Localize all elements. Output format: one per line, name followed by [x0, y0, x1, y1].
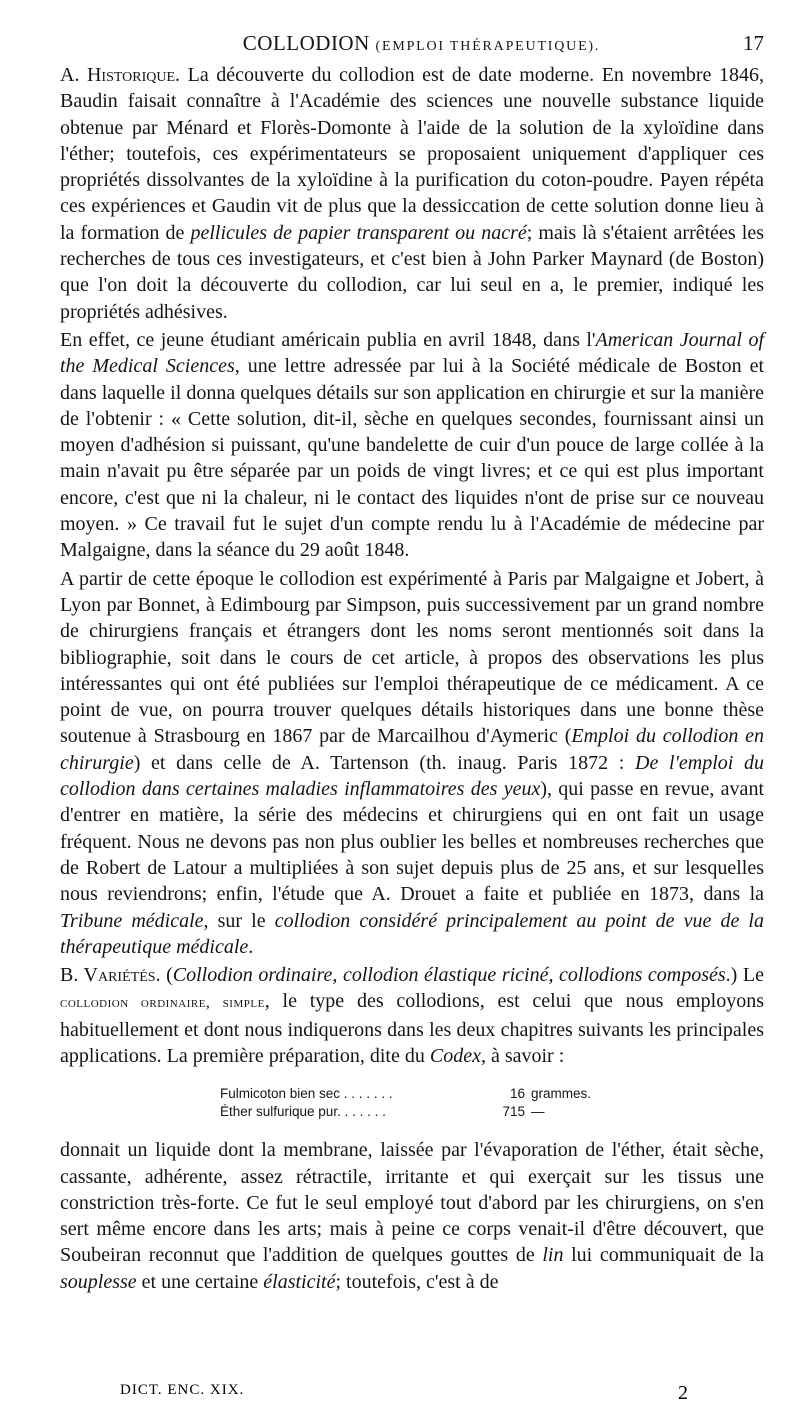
- recipe-unit: —: [531, 1104, 545, 1120]
- paragraph-closing: [60, 1137, 764, 1295]
- text-run: (: [166, 964, 173, 987]
- smallcaps-run: collodion ordinaire, simple: [60, 994, 265, 1012]
- italic-run: pellicules de papier transparent ou nacré: [190, 221, 527, 244]
- italic-run: collodion considéré principalement au point de vue de la thérapeutique médicale: [60, 909, 764, 958]
- section-label-a: A. Historique.: [60, 64, 181, 86]
- italic-run: Collodion ordinaire, collodion élastique riciné, collodions composés: [172, 964, 726, 987]
- recipe-table: [220, 1085, 764, 1121]
- text-run: lui communiquait de la: [563, 1244, 764, 1267]
- running-title: [60, 30, 743, 60]
- text-run: , à savoir :: [480, 1044, 565, 1067]
- italic-run: De l'emploi du collodion dans certaines maladies inflammatoires des yeux: [60, 751, 765, 801]
- italic-run: Tribune médicale: [60, 909, 204, 932]
- sheet-number: 2: [678, 1382, 688, 1404]
- text-run: et une certaine: [136, 1270, 264, 1293]
- text-run: Le: [742, 964, 764, 987]
- text-run: .: [248, 935, 254, 958]
- text-run: , sur le: [203, 909, 275, 932]
- text-run: ) et dans celle de A. Tartenson (th. inaug. Paris 1872 :: [133, 751, 636, 774]
- text-run: , une lettre adressée par lui à la Société médicale de Boston et dans laquelle il donna quelques détails sur son application en chirurgie et sur la manière de l'obtenir : « Cette solution, dit-il, sèche en quelques secondes, fournissant ainsi un moyen d'adhésion si puissant, qu'une bandelette de cuir d'un pouce de large collée à la main n'avait pu être séparée par un poids de vingt livres; et ce qui est plus important encore, c'est que ni la chaleur, ni le contact des liquides n'ont de prise sur ce nouveau moyen. » Ce travail fut le sujet d'un compte rendu lu à l'Académie de médecine par Malgaigne, dans la séance du 29 août 1848.: [60, 355, 764, 562]
- recipe-row: [220, 1103, 764, 1121]
- recipe-ingredient: Éther sulfurique pur. . . . . . .: [220, 1104, 386, 1120]
- printer-signature: DICT. ENC. XIX.: [120, 1382, 245, 1398]
- text-run: ; toutefois, c'est à de: [335, 1270, 499, 1293]
- text-run: ), qui passe en revue, avant d'entrer en matière, la série des médecins et chirurgiens qui en ont fait un usage fréquent. Nous ne devons pas non plus oublier les belles et nombreuses recherches que de Robert de Latour a multipliées à son sujet depuis plus de 25 ans, et sur lesquelles nous reviendrons; enfin, l'étude que A. Drouet a faite et publiée en 1873, dans la: [60, 778, 764, 906]
- recipe-ingredient: Fulmicoton bien sec . . . . . . .: [220, 1086, 393, 1102]
- italic-run: lin: [542, 1244, 564, 1267]
- text-run: .): [725, 964, 738, 987]
- running-header: [60, 30, 764, 62]
- text-run: , le type des collodions, est celui que nous employons habituellement et dont nous indiquerons dans les deux chapitres suivants les principales applications. La première préparation, dite du: [60, 990, 764, 1067]
- paragraph-historique: [60, 62, 764, 325]
- paragraph-varietes: [60, 962, 764, 1069]
- text-run: donnait un liquide dont la membrane, laissée par l'évaporation de l'éther, était sèche, cassante, adhérente, assez rétractile, irritante et qui exerçait sur les tissus une constriction très-forte. Ce fut le seul employé tout d'abord par les chirurgiens, on s'en sert même encore dans les arts; mais à peine ce corps venait-il d'être découvert, que Soubeiran reconnut que l'addition de quelques gouttes de: [60, 1139, 764, 1267]
- page-footer: [120, 1382, 688, 1405]
- document-page: [60, 30, 764, 1295]
- page-number: 17: [743, 31, 764, 55]
- text-run: En effet, ce jeune étudiant américain publia en avril 1848, dans l': [60, 328, 596, 351]
- running-title-sub: (EMPLOI THÉRAPEUTIQUE).: [375, 39, 601, 54]
- paragraph-experiments: [60, 566, 764, 960]
- recipe-unit: grammes.: [531, 1086, 592, 1102]
- paragraph-maynard: [60, 327, 764, 564]
- recipe-quantity: 715: [502, 1104, 525, 1120]
- italic-run: Codex: [429, 1044, 481, 1067]
- text-run: A partir de cette époque le collodion est expérimenté à Paris par Malgaigne et Jobert, à Lyon par Bonnet, à Edimbourg par Simpson, puis successivement par un grand nombre de chirurgiens français et étrangers dont les noms seront mentionnés soit dans la bibliographie, soit dans le cours de cet article, à propos des observations les plus intéressantes qui ont été publiées sur l'emploi thérapeutique de ce médicament. A ce point de vue, on pourra trouver quelques détails historiques dans une bonne thèse soutenue à Strasbourg en 1867 par de Marcailhou d'Aymeric (: [60, 567, 764, 748]
- italic-run: Emploi du collodion en chirurgie: [60, 725, 764, 774]
- text-run: ; mais là s'étaient arrêtées les recherches de tous ces investigateurs, et c'est bien à John Parker Maynard (de Boston) que l'on doit la découverte du collodion, car lui seul en a, le premier, indiqué les propriétés adhésives.: [60, 221, 765, 323]
- running-title-main: COLLODION: [242, 31, 370, 55]
- section-label-b: B. Variétés.: [60, 964, 161, 987]
- italic-run: souplesse: [60, 1270, 137, 1293]
- recipe-row: [220, 1085, 764, 1103]
- recipe-quantity: 16: [509, 1086, 525, 1102]
- italic-run: American Journal of the Medical Sciences: [60, 328, 764, 378]
- text-run: La découverte du collodion est de date moderne. En novembre 1846, Baudin faisait connaître à l'Académie des sciences une nouvelle substance liquide obtenue par Ménard et Florès-Domonte à l'aide de la solution de la xyloïdine dans l'éther; toutefois, ces expérimentateurs se proposaient uniquement d'appliquer ces propriétés dissolvantes de la xyloïdine à la purification du coton-poudre. Payen répéta ces expériences et Gaudin vit de plus que la dessiccation de cette solution donne lieu à la formation de: [60, 64, 764, 244]
- italic-run: élasticité: [263, 1270, 336, 1293]
